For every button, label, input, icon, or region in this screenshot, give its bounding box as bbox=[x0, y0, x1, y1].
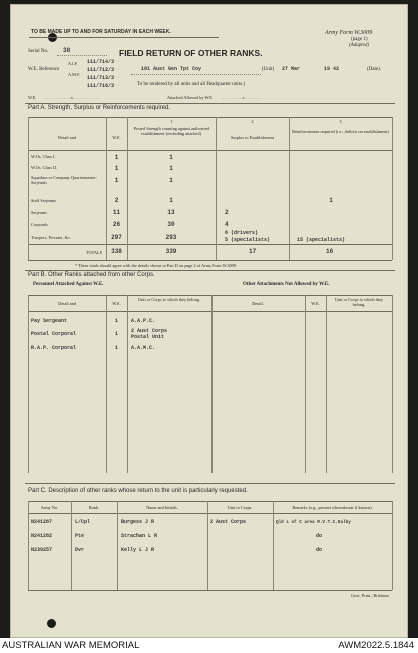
date-label: (Date). bbox=[367, 67, 382, 72]
we-ref-value: 111/716/3 bbox=[87, 83, 115, 89]
archive-footer bbox=[0, 638, 418, 653]
header-remarks: Remarks (e.g., present whereabouts if known). bbox=[292, 505, 373, 510]
date-year: 19 42 bbox=[324, 66, 340, 72]
serial-label: Serial No. bbox=[28, 49, 49, 54]
unit-value: 181 Aust Gen Tpt Coy bbox=[141, 66, 202, 72]
header-detail: Detail and bbox=[58, 135, 76, 140]
aif-label: A.I.F. bbox=[68, 61, 78, 66]
serial-value: 38 bbox=[63, 47, 71, 54]
part-c-title: Part C. Description of other ranks whose return to the unit is particularly requested. bbox=[28, 488, 248, 494]
col-number: 2 bbox=[251, 119, 254, 124]
we-ref-value: 111/712/3 bbox=[87, 67, 115, 73]
part-b-left-title: Personnel Attached Against W.E. bbox=[33, 282, 104, 287]
footer-accession: AWM2022.5.1844 bbox=[338, 640, 414, 651]
date-value: 27 Mar bbox=[282, 66, 301, 72]
part-a-footnote: * These totals should agree with the details shown in Part D on page 2 of Army Form W.3009. bbox=[75, 263, 237, 268]
header-posted-strength: Posted Strength counting against authorized establishment (excluding attached). bbox=[133, 126, 210, 136]
part-b-title: Part B. Other Ranks attached from other Corps. bbox=[28, 272, 155, 278]
unit-label: (Unit) bbox=[262, 67, 275, 72]
header-we-other: W.E. bbox=[311, 301, 320, 306]
header-we: W.E. bbox=[112, 301, 121, 306]
header-name: Name and Initials. bbox=[146, 505, 178, 510]
header-we: W.E. bbox=[112, 135, 121, 140]
attached-label: Attached Allowed by W.E. bbox=[167, 95, 213, 100]
header-reinforcements: Reinforcements required (i.e., deficits on establishment) bbox=[292, 129, 389, 134]
header-unit-corps: Unit or Corps to which they belong. bbox=[138, 297, 200, 302]
form-sheet: TO BE MADE UP TO AND FOR SATURDAY IN EACH WEEK. Army Form W.3009 (page 1) (Adapted) Serial No. 38 FIELD RETURN OF OTHER RANKS. W.E. Reference A.I.F. A.M.F. 111/714/3 111/712/3 111/713/3 111/716/3 181 Aust Gen Tpt Coy (Unit) 27 Mar 19 42 (Date). To be rendered by all units and all Headquarter units.) W.E. . . . . . . . . . . . . x . . . . . . . . . . . . Attached Allowed by W.E. . . . . . . . . . x . . . . . . . . Part A. Strength, Surplus or Reinforcements required. 1 2 3 Detail and W.E. Posted Strength counting against authorized establishment (excluding attached). Surplus to Establishment Reinforcements required (i.e., deficits on establishment) W.Os. Class I. 1 1 W.Os. Class II. 1 1 Squadron or Company Quartermaster-Serjeants 1 1 Staff Serjeants 2 1 1 Serjeants 11 13 2 Corporals 26 30 4 Troopers, Privates, &c. 297 293 6 (drivers) 5 (specialists) 15 (specialists) TOTALS 338 339 17 16 * These totals should agree with the details shown in Part D on page 2 of Army Form W.3009. Part B. Other Ranks attached from other Corps. Personnel Attached Against W.E. Other Attachments Not Allowed by W.E. Detail and W.E. Unit or Corps to which they belong. Detail. W.E. Unit or Corps to which they belong. Pay Sergeant 1 A.A.P.C. Postal Corporal 1 2 Aust Corps Postal Unit R.A.P. Corporal 1 A.A.M.C. Part C. Description of other ranks whose return to the unit is particularly requested. Army No. Rank. Name and Initials. Unit or Corps. Remarks (e.g., present whereabouts if known). N241287 L/Cpl Burgess J R 2 Aust Corps Qld L of C area M.V.T.C.Dalby N241282 Pte Strachan L R do N239257 Dvr Kelly L J R do Govt. Print., Brisbane. bbox=[10, 4, 408, 638]
header-unit-corps: Unit or Corps. bbox=[227, 505, 253, 510]
form-name: Army Form W.3009 bbox=[325, 30, 373, 36]
we-label: W.E. bbox=[28, 95, 37, 100]
form-adapted: (Adapted) bbox=[349, 43, 369, 48]
col-number: 1 bbox=[170, 119, 173, 124]
header-unit-corps-other: Unit or Corps to which they belong. bbox=[334, 297, 384, 307]
col-number: 3 bbox=[339, 119, 342, 124]
we-ref-value: 111/713/3 bbox=[87, 75, 115, 81]
we-ref-value: 111/714/3 bbox=[87, 59, 115, 65]
top-instruction: TO BE MADE UP TO AND FOR SATURDAY IN EACH WEEK. bbox=[31, 29, 171, 35]
totals-label: TOTALS bbox=[85, 250, 102, 255]
footer-institution: AUSTRALIAN WAR MEMORIAL bbox=[2, 640, 140, 651]
part-b-right-title: Other Attachments Not Allowed by W.E. bbox=[243, 282, 330, 287]
punch-hole bbox=[47, 619, 56, 628]
render-note: To be rendered by all units and all Headquarter units.) bbox=[137, 82, 245, 87]
header-detail: Detail and bbox=[58, 301, 76, 306]
header-detail-other: Detail. bbox=[252, 301, 264, 306]
header-army-no: Army No. bbox=[40, 505, 59, 510]
header-surplus: Surplus to Establishment bbox=[231, 135, 274, 140]
form-title: FIELD RETURN OF OTHER RANKS. bbox=[119, 48, 263, 58]
we-reference-label: W.E. Reference bbox=[28, 67, 60, 72]
amf-label: A.M.F. bbox=[68, 72, 81, 77]
header-rank: Rank. bbox=[88, 505, 100, 510]
part-a-title: Part A. Strength, Surplus or Reinforcements required. bbox=[28, 105, 171, 111]
printer-imprint: Govt. Print., Brisbane. bbox=[351, 593, 390, 598]
form-page: (page 1) bbox=[351, 37, 368, 42]
